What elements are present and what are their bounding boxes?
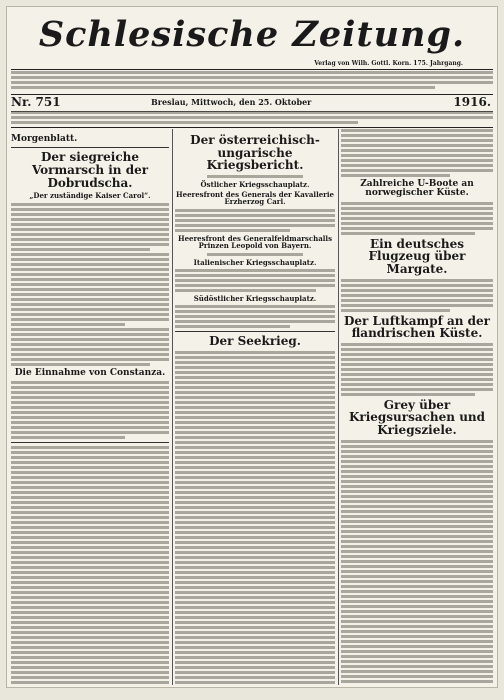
columns-rule — [11, 127, 493, 128]
headline-grey: Grey über Kriegsursachen und Kriegsziele. — [348, 397, 486, 438]
edition-label: Morgenblatt. — [11, 134, 78, 144]
masthead-rule — [11, 69, 493, 70]
left-column — [11, 129, 169, 685]
headline-constanza: Die Einnahme von Constanza. — [14, 367, 166, 378]
issue-year: 1916. — [453, 95, 491, 109]
newspaper-page — [6, 6, 498, 688]
subhead-italy: Italienischer Kriegsschauplatz. — [193, 257, 317, 267]
newspaper-title: Schlesische Zeitung. — [38, 14, 466, 55]
subhead-east: Östlicher Kriegsschauplatz. — [200, 179, 310, 189]
subhead-erzherzog-carl: Heeresfront des Generals der Kavallerie Erzherzog Carl. — [176, 190, 334, 207]
advertising-smallprint — [11, 111, 493, 127]
column-divider-1 — [172, 129, 173, 685]
subscription-smallprint — [11, 71, 493, 93]
headline-dobrudscha: Der siegreiche Vormarsch in der Dobrudscha. — [31, 150, 149, 190]
headline-seekrieg: Der Seekrieg. — [209, 334, 301, 349]
issue-bar — [11, 95, 493, 111]
column-divider-2 — [338, 129, 339, 685]
headline-u-boote: Zahlreiche U-Boote an norwegischer Küste. — [360, 179, 474, 199]
headline-austrian-report: Der österreichisch-ungarische Kriegsbericht. — [190, 133, 320, 173]
issue-number: Nr. 751 — [11, 95, 61, 109]
publisher-line: Verlag von Wilh. Gottl. Korn. 175. Jahrgang. — [314, 60, 463, 67]
subhead-kaiser-carol: „Der zuständige Kaiser Carol“. — [29, 191, 151, 201]
right-column — [341, 129, 493, 685]
subhead-prinz-leopold: Heeresfront des Generalfeldmarschalls Prinzen Leopold von Bayern. — [177, 233, 333, 251]
center-column — [175, 129, 335, 685]
headline-margate: Ein deutsches Flugzeug über Margate. — [368, 236, 466, 277]
masthead — [11, 11, 493, 71]
issue-dateline: Breslau, Mittwoch, den 25. Oktober — [151, 97, 312, 107]
subhead-southeast: Südöstlicher Kriegsschauplatz. — [193, 293, 317, 303]
headline-luftkampf: Der Luftkampf an der flandrischen Küste. — [344, 313, 490, 341]
